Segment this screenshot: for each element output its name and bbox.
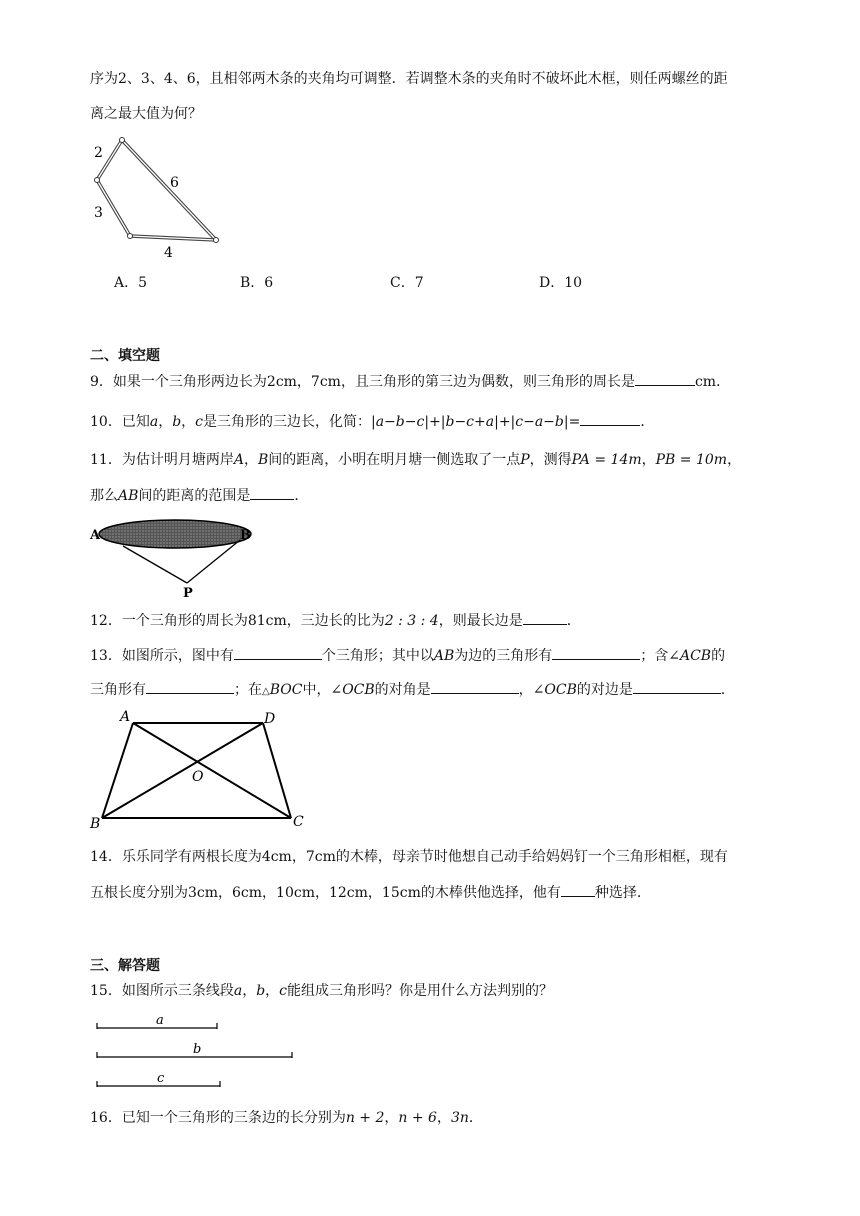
q10	[90, 411, 654, 432]
q13-blank-acb[interactable]	[146, 679, 234, 694]
q12-ratio: 2 : 3 : 4	[384, 613, 439, 629]
comma: ，	[265, 983, 280, 999]
frame-label-6: 6	[170, 175, 179, 191]
q13-blank-count[interactable]	[234, 645, 322, 660]
q15-text: 15．如图所示三条线段	[90, 983, 234, 999]
var-c: c	[195, 414, 203, 430]
var-ACB: ACB	[679, 648, 712, 664]
period: ．	[468, 1110, 483, 1126]
pond-label-B: B	[240, 528, 251, 543]
q12	[90, 610, 581, 631]
var-OCB: OCB	[544, 682, 577, 698]
q13-text-c: 为边的三角形有	[454, 648, 553, 664]
frame-label-4: 4	[164, 245, 173, 261]
q13-text2-f: 的对边是	[576, 682, 633, 698]
q16-side-2: n + 6	[398, 1110, 437, 1126]
q9-unit: cm．	[694, 374, 731, 390]
q13-line2	[90, 679, 735, 702]
var-OCB: OCB	[342, 682, 375, 698]
period: ．	[720, 682, 735, 698]
segment-label-b: b	[193, 1042, 202, 1057]
segment-label-c: c	[157, 1071, 165, 1086]
q10-text: 10．已知	[90, 414, 150, 430]
q12-text: 12．一个三角形的周长为81cm，三边长的比为	[90, 613, 385, 629]
q13-blank-ab[interactable]	[552, 645, 640, 660]
option-c: C．7	[390, 275, 424, 291]
q16-side-1: n + 2	[345, 1110, 385, 1126]
frame-label-3: 3	[94, 205, 103, 221]
var-a: a	[233, 983, 243, 999]
var-AB: AB	[118, 488, 139, 504]
var-B: B	[257, 452, 269, 468]
comma: ，	[242, 983, 257, 999]
q12-blank[interactable]	[523, 610, 567, 625]
q14-blank[interactable]	[561, 882, 595, 897]
q16	[90, 1108, 483, 1128]
q16-side-3: 3n	[450, 1110, 469, 1126]
q14-line1: 14．乐乐同学有两根长度为4cm，7cm的木棒，母亲节时他想自己动手给妈妈钉一个三角形相框，现有	[90, 849, 728, 865]
q13-text2-d: 的对角是	[374, 682, 431, 698]
pond-label-P: P	[183, 586, 193, 601]
trap-label-O: O	[192, 769, 204, 785]
option-b: B．6	[240, 275, 274, 291]
var-b: b	[172, 414, 182, 430]
q11-text2-mid: 间的距离的范围是	[138, 488, 251, 504]
q13-text2: 三角形有	[90, 682, 146, 698]
q11-line1	[90, 450, 741, 470]
period: ．	[566, 613, 581, 629]
var-AB: AB	[433, 648, 455, 664]
trap-label-A: A	[120, 709, 131, 725]
q11-text-mid: 间的距离，小明在明月塘一侧选取了一点	[268, 452, 521, 468]
q13-text-b: 个三角形；其中以	[321, 648, 434, 664]
segments-figure	[95, 1010, 305, 1090]
var-A: A	[233, 452, 244, 468]
var-c: c	[279, 983, 287, 999]
var-P: P	[520, 452, 530, 468]
comma: ，	[181, 414, 196, 430]
q13-line1	[90, 645, 725, 666]
q11-pa: PA = 14m	[571, 452, 642, 468]
q13-text-d: ；含∠	[640, 648, 680, 664]
comma: ，	[436, 1110, 451, 1126]
q13-text2-b: ；在	[234, 682, 262, 698]
wooden-frame-figure	[88, 135, 228, 260]
q15-text-post: 能组成三角形吗？你是用什么方法判别的？	[287, 983, 553, 999]
q10-text-mid: 是三角形的三边长，化简：	[203, 414, 371, 430]
q13-text: 13．如图所示，图中有	[90, 648, 234, 664]
option-a: A．5	[114, 275, 148, 291]
q13-blank-opposite-side[interactable]	[633, 679, 721, 694]
q13-text2-c: 中，∠	[302, 682, 343, 698]
q9	[90, 371, 730, 392]
var-BOC: BOC	[269, 682, 303, 698]
triangle-symbol: △	[262, 686, 270, 697]
q13-text2-e: ，∠	[518, 682, 545, 698]
q14-text: 五根长度分别为3cm，6cm，10cm，12cm，15cm的木棒供他选择，他有	[90, 885, 561, 901]
pond-figure	[88, 515, 268, 600]
comma: ，	[727, 452, 742, 468]
q11-line2	[90, 485, 308, 506]
q11-pb: PB = 10m	[655, 452, 728, 468]
period: ．	[640, 414, 655, 430]
q9-blank[interactable]	[635, 371, 695, 386]
q12-text-mid: ，则最长边是	[438, 613, 523, 629]
q8-line2: 离之最大值为何？	[90, 106, 202, 122]
q11-text2: 那么	[90, 488, 118, 504]
q10-blank[interactable]	[580, 411, 640, 426]
pond-label-A: A	[90, 528, 101, 543]
trap-label-B: B	[90, 816, 101, 832]
q10-expression: |a−b−c|+|b−c+a|+|c−a−b|=	[371, 414, 581, 430]
comma: ，	[384, 1110, 399, 1126]
segment-label-a: a	[156, 1013, 164, 1028]
q13-text-e: 的	[711, 648, 726, 664]
period: ．	[294, 488, 309, 504]
var-a: a	[149, 414, 159, 430]
section-answer-title: 三、解答题	[90, 958, 160, 974]
option-d: D．10	[539, 275, 583, 291]
q14-line2	[90, 882, 651, 903]
comma: ，	[158, 414, 173, 430]
trapezoid-figure	[88, 708, 318, 833]
q14-text-post: 种选择．	[594, 885, 651, 901]
section-fill-blank-title: 二、填空题	[90, 348, 160, 364]
q15	[90, 981, 553, 1001]
q16-text: 16．已知一个三角形的三条边的长分别为	[90, 1110, 346, 1126]
comma: ，	[243, 452, 258, 468]
q11-text: 11．为估计明月塘两岸	[90, 452, 234, 468]
frame-label-2: 2	[94, 145, 103, 161]
trap-label-C: C	[293, 814, 304, 830]
q9-text: 9．如果一个三角形两边长为2cm，7cm，且三角形的第三边为偶数，则三角形的周长是	[90, 374, 635, 390]
trap-label-D: D	[264, 711, 276, 727]
q11-blank[interactable]	[250, 485, 294, 500]
q13-blank-opposite-angle[interactable]	[431, 679, 519, 694]
q11-text-mid2: ，测得	[529, 452, 572, 468]
comma: ，	[641, 452, 656, 468]
var-b: b	[256, 983, 266, 999]
q8-line1: 序为2、3、4、6，且相邻两木条的夹角均可调整．若调整木条的夹角时不破坏此木框，则任两螺丝的距	[90, 71, 728, 87]
